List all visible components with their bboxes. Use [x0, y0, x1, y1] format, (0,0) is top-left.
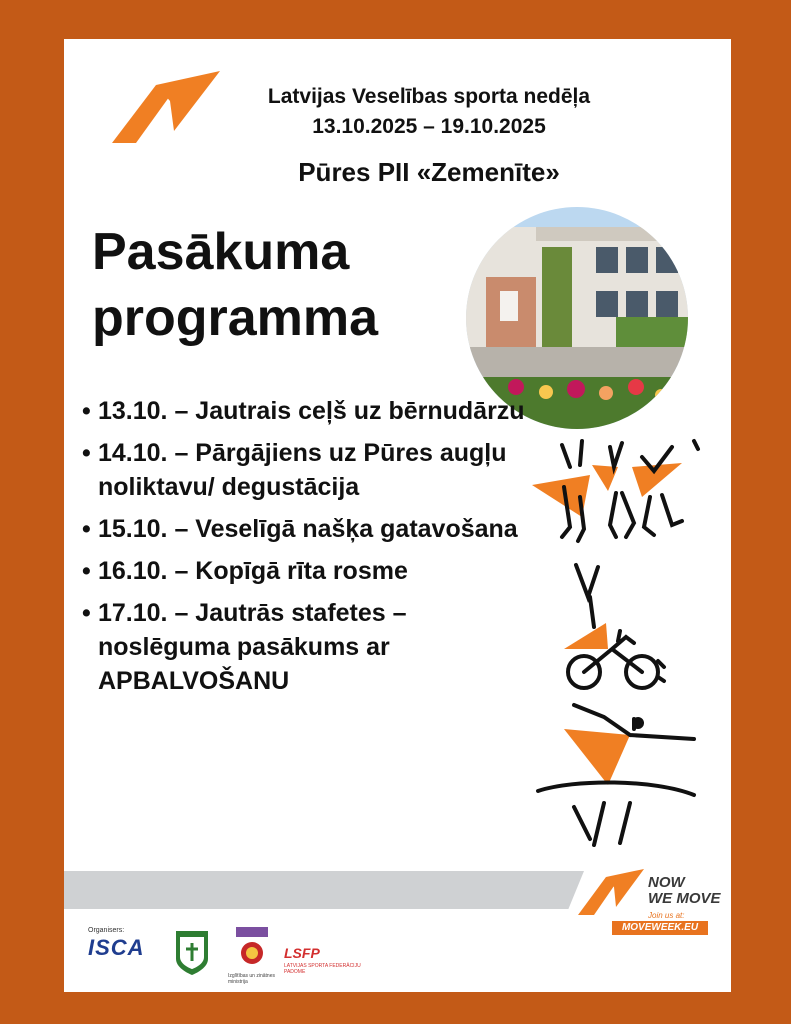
school-name: Pūres PII «Zemenīte»: [298, 157, 560, 187]
sponsor-logos: [88, 927, 368, 985]
organisers-label: Organisers:: [88, 927, 125, 934]
now-we-move-text: [648, 875, 721, 907]
footer-band: [64, 871, 584, 909]
moveweek-site-link[interactable]: MOVEWEEK.EU: [612, 921, 708, 935]
now-text: NOW: [648, 874, 685, 891]
lsfp-logo: LSFP: [284, 945, 320, 961]
lsfp-subtitle: LATVIJAS SPORTA FEDERĀCIJU PADOME: [284, 963, 361, 975]
list-item: • 13.10. – Jautrais ceļš uz bērnudārzu: [78, 394, 538, 428]
jumping-athlete-icon: [534, 699, 704, 849]
ministry-label: Izglītības un zinātnes ministrija: [228, 973, 275, 985]
join-us-text: Join us at:: [648, 911, 685, 920]
cyclist-icon: [554, 557, 674, 692]
list-item: • 15.10. – Veselīgā našķa gatavošana: [78, 512, 538, 546]
event-title: Latvijas Veselības sporta nedēļa: [267, 85, 591, 108]
jumping-people-icon: [522, 437, 702, 547]
page-title: [92, 219, 472, 351]
list-item: • 17.10. – Jautrās stafetes – noslēguma pasākums ar APBALVOŠANU: [78, 596, 538, 698]
list-item: • 14.10. – Pārgājiens uz Pūres augļu noliktavu/ degustācija: [78, 436, 538, 504]
now-we-move-logo: [578, 863, 728, 943]
we-move-text: WE MOVE: [648, 890, 721, 907]
title-line-1: Pasākuma: [92, 223, 350, 281]
poster: [64, 39, 731, 992]
lsta-shield-icon: [174, 929, 210, 977]
isca-logo: ISCA: [88, 935, 145, 960]
moveweek-small-logo-icon: [578, 869, 644, 917]
title-line-2: programma: [92, 289, 379, 347]
event-dates: 13.10.2025 – 19.10.2025: [312, 115, 546, 138]
list-item: • 16.10. – Kopīgā rīta rosme: [78, 554, 538, 588]
program-list: [78, 394, 538, 706]
